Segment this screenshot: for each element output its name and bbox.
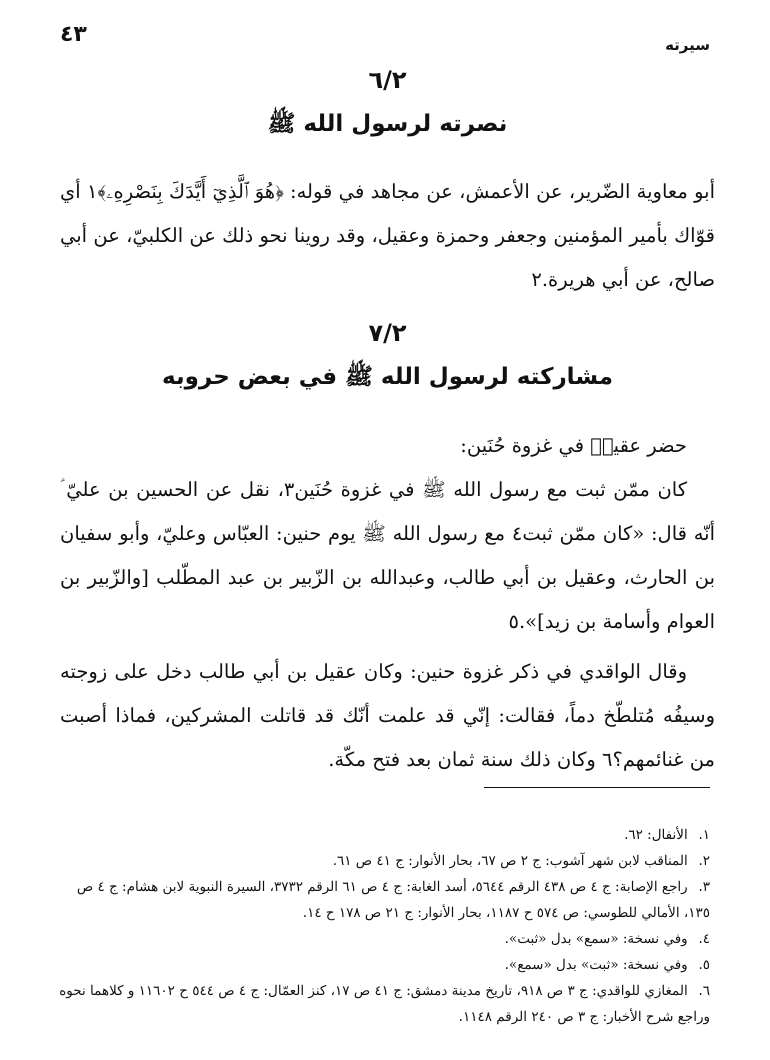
page-number: ٤٣ (60, 22, 87, 47)
footnote-number: ٦. (698, 983, 710, 999)
paragraph: وقال الواقدي في ذكر غزوة حنين: وكان عقيل بن أبي طالب دخل على زوجته وسيفُه مُتلطّخ دماً، فقالت: إنّي قد علمت أنّك قد قاتلت المشركين، فماذا أصبت من غنائمهم؟٦ وكان ذلك سنة ثمان بعد فتح مكّة. (60, 660, 715, 771)
footnote-divider (484, 787, 710, 788)
footnote-number: ١. (698, 827, 710, 843)
section-number: ٧/٢ (368, 319, 407, 347)
footnote-text: راجع الإصابة: ج ٤ ص ٤٣٨ الرقم ٥٦٤٤، أسد الغابة: ج ٤ ص ٦١ الرقم ٣٧٣٢، السيرة النبوية لابن هشام: ج ٤ ص ١٣٥، الأمالي للطوسي: ص ٥٧٤ ح ١١٨٧، بحار الأنوار: ج ٢١ ص ١٧٨ ح ١٤. (76, 879, 710, 921)
footnote-number: ٤. (698, 931, 710, 947)
section-number: ٦/٢ (368, 66, 407, 94)
footnote (55, 952, 710, 978)
footnote-text: وفي نسخة: «سمع» بدل «ثبت». (504, 931, 688, 947)
footnote (55, 874, 710, 926)
footnote (55, 848, 710, 874)
footnote (55, 978, 710, 1030)
footnote-text: المناقب لابن شهر آشوب: ج ٢ ص ٦٧، بحار الأنوار: ج ٤١ ص ٦١. (332, 853, 688, 869)
running-title: سيرته (665, 36, 710, 54)
footnote-number: ٣. (698, 879, 710, 895)
footnote-text: وفي نسخة: «ثبت» بدل «سمع». (504, 957, 688, 973)
footnotes (55, 822, 710, 1030)
footnote-number: ٢. (698, 853, 710, 869)
paragraph: أبو معاوية الضّرير، عن الأعمش، عن مجاهد في قوله: ﴿هُوَ ٱلَّذِيٓ أَيَّدَكَ بِنَصْرِهِۦ﴾١ أي قوّاك بأمير المؤمنين وجعفر وحمزة وعقيل، وقد روينا نحو ذلك عن الكلبيّ، عن أبي صالح، عن أبي هريرة.٢ (60, 180, 715, 291)
section-6-2-body (60, 170, 715, 302)
footnote-number: ٥. (698, 957, 710, 973)
paragraph: حضر عقيلؓ في غزوة حُنَين: (460, 434, 687, 457)
paragraph: كان ممّن ثبت مع رسول الله ﷺ في غزوة حُنَين٣، نقل عن الحسين بن عليّ ؑ أنّه قال: «كان ممّن ثبت٤ مع رسول الله ﷺ يوم حنين: العبّاس وعليّ، وأبو سفيان بن الحارث، وعقيل بن أبي طالب، وعبدالله بن الزّبير بن عبد المطّلب [والزّبير بن العوام وأسامة بن زيد]».٥ (60, 478, 716, 633)
footnote-text: المغازي للواقدي: ج ٣ ص ٩١٨، تاريخ مدينة دمشق: ج ٤١ ص ١٧، كنز العمّال: ج ٤ ص ٥٤٤ ح ١١٦٠٢ و كلاهما نحوه وراجع شرح الأخبار: ج ٣ ص ٢٤٠ الرقم ١١٤٨. (59, 983, 710, 1025)
section-6-2 (60, 62, 715, 146)
section-title: مشاركته لرسول الله ﷺ في بعض حروبه (162, 364, 613, 390)
section-title: نصرته لرسول الله ﷺ (267, 111, 508, 137)
section-7-2-body (60, 424, 715, 782)
section-7-2 (60, 315, 715, 399)
footnote (55, 822, 710, 848)
footnote-text: الأنفال: ٦٢. (624, 827, 688, 843)
footnote (55, 926, 710, 952)
